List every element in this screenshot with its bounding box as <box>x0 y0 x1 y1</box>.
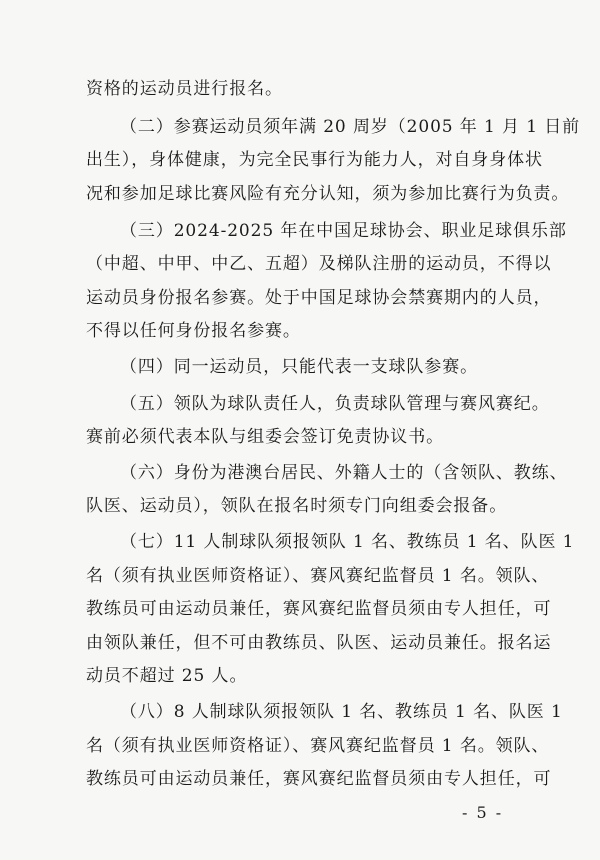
paragraph-line: （二）参赛运动员须年满 20 周岁（2005 年 1 月 1 日前 <box>120 117 581 137</box>
paragraph-line: （七）11 人制球队须报领队 1 名、教练员 1 名、队医 1 <box>120 532 575 552</box>
paragraph-line: 名（须有执业医师资格证）、赛风赛纪监督员 1 名。领队、 <box>86 736 550 756</box>
paragraph-line: 况和参加足球比赛风险有充分认知，须为参加比赛行为负责。 <box>86 184 570 204</box>
paragraph-line: 教练员可由运动员兼任，赛风赛纪监督员须由专人担任，可 <box>86 599 552 619</box>
page-number: - 5 - <box>462 803 504 822</box>
paragraph-line: （六）身份为港澳台居民、外籍人士的（含领队、教练、 <box>120 463 568 483</box>
paragraph-line: 出生），身体健康，为完全民事行为能力人，对自身身体状 <box>86 150 543 170</box>
paragraph-line: 由领队兼任，但不可由教练员、队医、运动员兼任。报名运 <box>86 633 552 653</box>
paragraph-line: （五）领队为球队责任人，负责球队管理与赛风赛纪。 <box>120 394 550 414</box>
paragraph-line: （三）2024-2025 年在中国足球协会、职业足球俱乐部 <box>120 221 567 241</box>
paragraph-line: 资格的运动员进行报名。 <box>86 79 283 99</box>
paragraph-line: 不得以任何身份报名参赛。 <box>86 321 301 341</box>
paragraph-line: （中超、中甲、中乙、五超）及梯队注册的运动员，不得以 <box>86 254 552 274</box>
paragraph-line: （八）8 人制球队须报领队 1 名、教练员 1 名、队医 1 <box>120 702 563 722</box>
paragraph-line: 赛前必须代表本队与组委会签订免责协议书。 <box>86 427 444 447</box>
paragraph-line: （四）同一运动员，只能代表一支球队参赛。 <box>120 357 478 377</box>
paragraph-line: 教练员可由运动员兼任，赛风赛纪监督员须由专人担任，可 <box>86 769 552 789</box>
paragraph-line: 队医、运动员），领队在报名时须专门向组委会报备。 <box>86 496 508 516</box>
paragraph-line: 名（须有执业医师资格证）、赛风赛纪监督员 1 名。领队、 <box>86 566 550 586</box>
paragraph-line: 运动员身份报名参赛。处于中国足球协会禁赛期内的人员， <box>86 288 552 308</box>
paragraph-line: 动员不超过 25 人。 <box>86 666 248 686</box>
